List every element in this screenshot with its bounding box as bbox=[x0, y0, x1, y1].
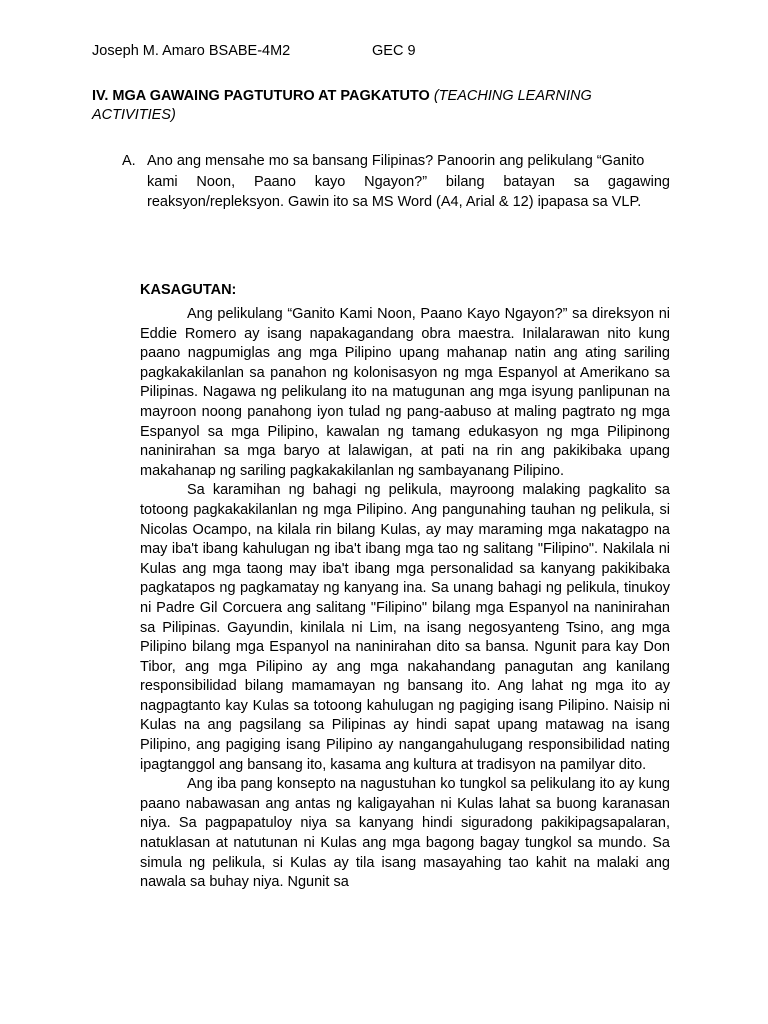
answer-paragraph-1: Ang pelikulang “Ganito Kami Noon, Paano Kayo Ngayon?” sa direksyon ni Eddie Romero ay isang napakagandang obra maestra. Inilalarawan nito kung paano nagpumiglas ang mga Pilipino upang mahanap natin ang ating sariling pagkakakilanlan sa panahon ng kolonisasyon ng mga Espanyol at Amerikano sa Pilipinas. Nagawa ng pelikulang ito na matugunan ang mga isyung panlipunan na mayroon noong panahong iyon tulad ng pang-aabuso at maling pagtrato ng mga Espanyol sa mga Pilipino, kawalan ng tamang edukasyon ng mga Pilipinong naninirahan sa mga baryo at lalawigan, at pati na rin ang pakikibaka upang makahanap ng sariling pagkakakilanlan ng sambayanang Pilipino. bbox=[140, 306, 670, 479]
course-code: GEC 9 bbox=[372, 43, 416, 59]
author-header: Joseph M. Amaro BSABE-4M2 bbox=[92, 43, 291, 59]
instruction-text bbox=[147, 151, 670, 213]
instruction-line-1: Ano ang mensahe mo sa bansang Filipinas? Panoorin ang pelikulang “Ganito bbox=[147, 153, 645, 169]
instruction-item bbox=[122, 151, 670, 213]
answer-paragraph-2: Sa karamihan ng bahagi ng pelikula, mayroong malaking pagkalito sa totoong pagkakakilanlan ng mga Pilipino. Ang pangunahing tauhan ng pelikula, si Nicolas Ocampo, na kilala rin bilang Kulas, ay may maraming mga nakatagpo na may iba't ibang kahulugan ng iba't ibang mga tao ng salitang "Filipino". Nakilala ni Kulas ang mga taong may iba't ibang mga personalidad sa kanyang pakikibaka pagkatapos ng pagkamatay ng kanyang ina. Sa unang bahagi ng pelikula, tinukoy ni Padre Gil Corcuera ang salitang "Filipino" bilang mga Espanyol na naninirahan sa Pilipinas. Gayundin, kinilala ni Lim, na isang negosyanteng Tsino, ang mga Pilipino bilang mga Espanyol na naninirahan dito sa bansa. Ngunit para kay Don Tibor, ang mga Pilipino ay ang mga nakahandang panagutan ang kanilang responsibilidad bilang mamamayan ng bansang ito. Ang lahat ng mga ito ay nagpagtanto kay Kulas sa totoong kahulugan ng pagiging isang Pilipino. Naisip ni Kulas na ang pagsilang sa Pilipinas ay hindi sapat upang matawag na isang Pilipino, ang pagiging isang Pilipino ay nangangahulugang responsibilidad nating ipagtanggol ang bansang ito, kasama ang kultura at tradisyon na pamilyar dito. bbox=[140, 482, 670, 773]
instruction-marker: A. bbox=[122, 153, 136, 169]
section-title-english: (TEACHING LEARNING ACTIVITIES) bbox=[92, 88, 592, 123]
answer-body bbox=[140, 305, 670, 893]
instruction-line-2: kami Noon, Paano kayo Ngayon?” bilang batayan sa gagawing reaksyon/repleksyon. Gawin ito sa MS Word (A4, Arial & 12) ipapasa sa VLP. bbox=[147, 173, 670, 210]
section-title-main: IV. MGA GAWAING PAGTUTURO AT PAGKATUTO bbox=[92, 88, 430, 104]
answer-paragraph-3: Ang iba pang konsepto na nagustuhan ko tungkol sa pelikulang ito ay kung paano nabawasan ang antas ng kaligayahan ni Kulas lahat sa buong karanasan niya. Sa pagpapatuloy niya sa kanyang hindi siguradong pakikipagsapalaran, natuklasan at natutunan ni Kulas ang mga bagong bagay tungkol sa mundo. Sa simula ng pelikula, si Kulas ay tila isang masayahing tao kahit na malaki ang nawala sa buhay niya. Ngunit sa bbox=[140, 776, 670, 891]
answer-heading: KASAGUTAN: bbox=[140, 282, 237, 298]
section-title bbox=[92, 87, 662, 125]
